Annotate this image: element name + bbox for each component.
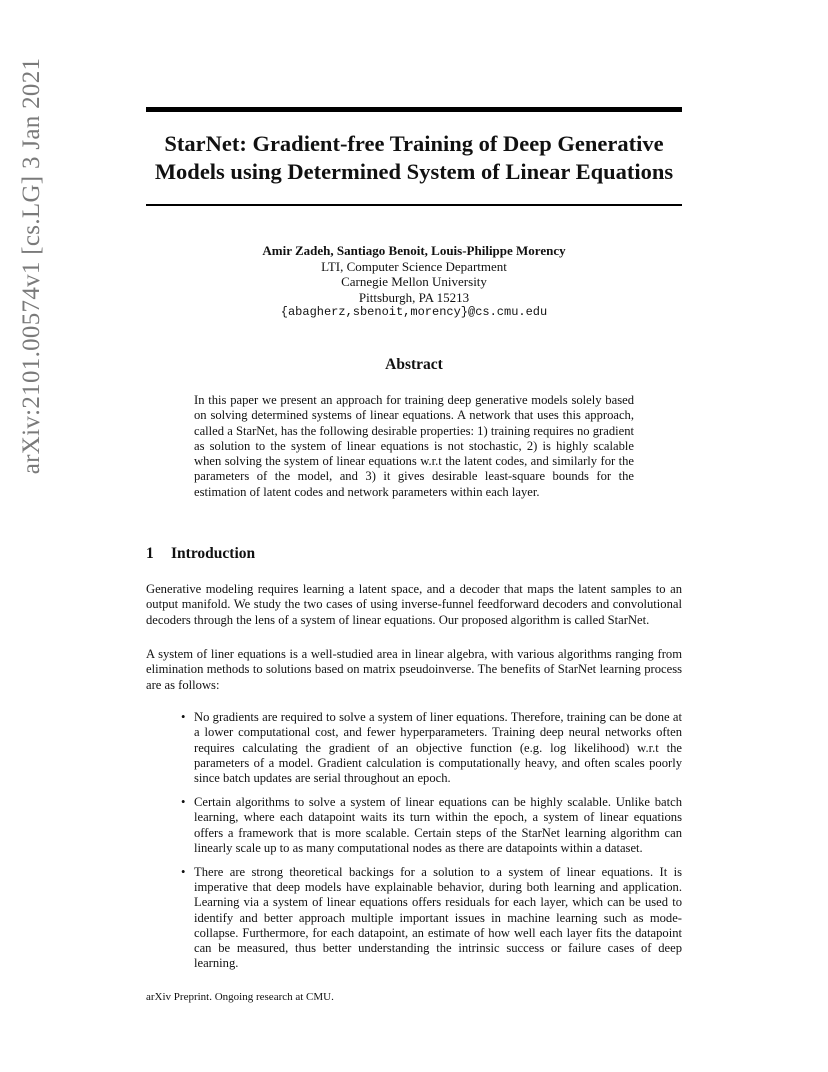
bullet-icon: • [181,864,186,879]
affiliation-line: Carnegie Mellon University [341,274,487,289]
list-item-text: No gradients are required to solve a system of liner equations. Therefore, training can be done at a lower computational cost, and fewer hyperparameters. Training deep neural networks often requires calculating the gradient of an objective function (e.g. log likelihood) w.r.t the parameters of a model. Gradient calculation is computationally heavy, and often scales poorly since batch updates are serial throughout an epoch. [194,710,682,786]
author-block [146,243,682,321]
list-item-text: There are strong theoretical backings for a solution to a system of linear equations. It is imperative that deep models have explainable behavior, during both learning and application. Learning via a system of linear equations offers residuals for each layer, which can be used to identify and better approach multiple important issues in machine learning such as mode-collapse. Furthermore, for each datapoint, an estimate of how well each layer fits the datapoint can be measured, thus better understanding the intrinsic success or failure cases of deep learning. [194,864,682,971]
list-item [181,710,682,786]
list-item-text: Certain algorithms to solve a system of linear equations can be highly scalable. Unlike batch learning, where each datapoint waits its turn within the epoch, a system of linear equations offers a framework that is more scalable. Certain steps of the StarNet learning algorithm can linearly scale up to as many computational nodes as there are datapoints within a dataset. [194,794,682,855]
abstract-heading: Abstract [385,356,443,373]
bullet-icon: • [181,794,186,809]
benefits-list [181,710,682,980]
list-item [181,864,682,972]
bullet-icon: • [181,710,186,724]
author-names: Amir Zadeh, Santiago Benoit, Louis-Philippe Morency [262,243,566,258]
title-top-rule [146,107,682,112]
intro-paragraph: A system of liner equations is a well-studied area in linear algebra, with various algorithms ranging from elimination methods to solutions based on matrix pseudoinverse. The benefits of StarNet learning process are as follows: [146,647,682,692]
arxiv-identifier: arXiv:2101.00574v1 [cs.LG] 3 Jan 2021 [18,57,45,475]
abstract-text: In this paper we present an approach for training deep generative models solely based on solving determined systems of linear equations. A network that uses this approach, called a StarNet, has the following desirable properties: 1) training requires no gradient as solution to the system of linear equations is not stochastic, 2) is highly scalable when solving the system of linear equations w.r.t the latent codes, and similarly for the parameters of the model, and 3) it gives desirable least-square bounds for the estimation of latent codes and network parameters within each layer. [194,393,634,499]
title-bottom-rule [146,204,682,206]
page-footer: arXiv Preprint. Ongoing research at CMU. [146,991,334,1003]
list-item [181,794,682,856]
intro-paragraph: Generative modeling requires learning a latent space, and a decoder that maps the latent samples to an output manifold. We study the two cases of using inverse-funnel feedforward decoders and convolutional decoders through the lens of a system of linear equations. Our proposed algorithm is called StarNet. [146,582,682,627]
paper-title: StarNet: Gradient-free Training of Deep Generative Models using Determined System of Linear Equations [154,131,674,184]
section-title: Introduction [171,545,256,562]
author-emails: {abagherz,sbenoit,morency}@cs.cmu.edu [280,305,548,319]
affiliation-line: LTI, Computer Science Department [321,258,507,274]
affiliation-line: Pittsburgh, PA 15213 [358,289,470,305]
section-number: 1 [146,545,154,562]
section-heading-introduction [146,545,682,563]
